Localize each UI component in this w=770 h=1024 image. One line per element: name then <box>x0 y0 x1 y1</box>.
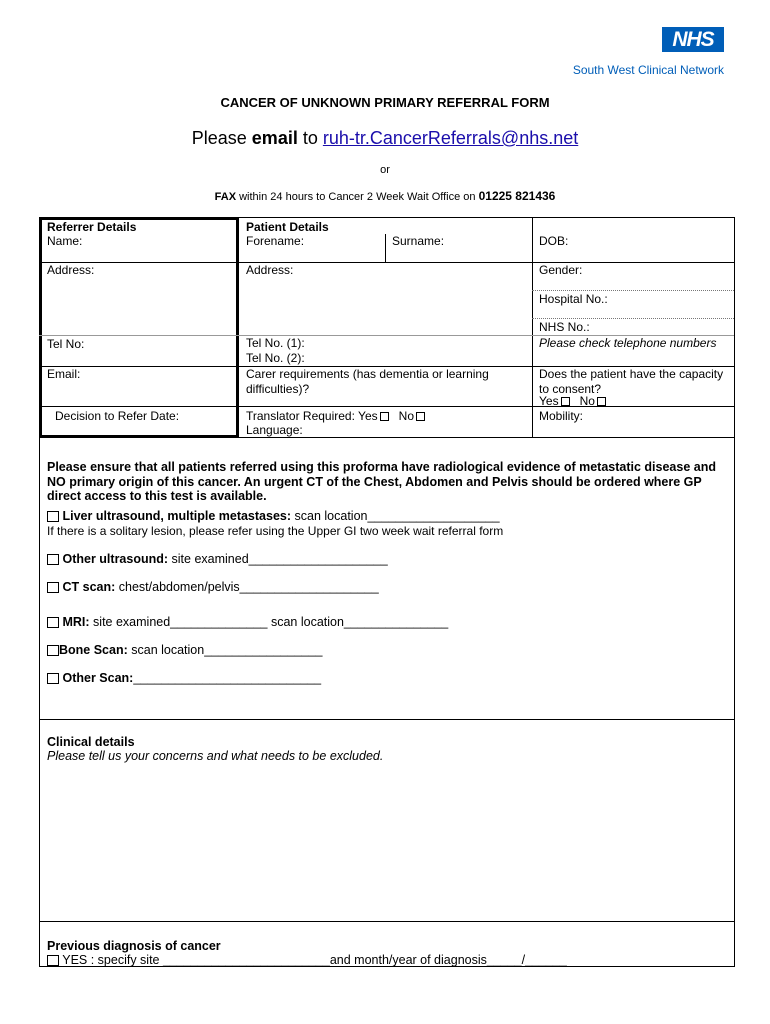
mri-field[interactable]: site examined______________ scan location_______________ <box>93 615 449 629</box>
consent-question: Does the patient have the capacity to consent? <box>539 367 724 396</box>
other-ultrasound-label: Other ultrasound: <box>62 552 169 566</box>
email-to: to <box>302 128 318 148</box>
clinical-details-area[interactable] <box>40 766 734 920</box>
surname-field[interactable]: Surname: <box>392 234 445 248</box>
mri-checkbox[interactable] <box>47 617 59 628</box>
clinical-note: Please tell us your concerns and what needs to be excluded. <box>47 749 384 763</box>
carer-field[interactable]: Carer requirements (has dementia or learning difficulties)? <box>246 367 489 396</box>
right-column-divider <box>532 217 533 437</box>
bone-scan-option <box>47 643 322 657</box>
name-row-divider <box>239 262 734 263</box>
fax-number: 01225 821436 <box>478 189 556 203</box>
forename-surname-divider <box>385 234 386 262</box>
nhs-no-field[interactable]: NHS No.: <box>539 320 590 334</box>
previous-yes-checkbox[interactable] <box>47 955 59 966</box>
bone-checkbox[interactable] <box>47 645 59 656</box>
decision-date-field[interactable]: Decision to Refer Date: <box>55 409 180 423</box>
referrer-address-field[interactable]: Address: <box>47 263 95 277</box>
referrer-name-field[interactable]: Name: <box>47 234 83 248</box>
gender-divider <box>532 290 734 291</box>
previous-diagnosis-heading: Previous diagnosis of cancer <box>47 939 221 953</box>
liver-note: If there is a solitary lesion, please refer using the Upper GI two week wait referral form <box>47 524 504 538</box>
ct-checkbox[interactable] <box>47 582 59 593</box>
imaging-bottom-border <box>39 719 735 720</box>
consent-yes-checkbox[interactable] <box>561 397 570 406</box>
hospital-no-field[interactable]: Hospital No.: <box>539 292 608 306</box>
bone-label: Bone Scan: <box>59 643 128 657</box>
other-scan-option <box>47 671 321 685</box>
other-ultrasound-field[interactable]: site examined____________________ <box>171 552 388 566</box>
patient-address-field[interactable]: Address: <box>246 263 294 277</box>
bone-field[interactable]: scan location_________________ <box>131 643 323 657</box>
translator-yes-checkbox[interactable] <box>380 412 389 421</box>
clinical-heading: Clinical details <box>47 735 135 749</box>
radiology-warning: Please ensure that all patients referred using this proforma have radiological evidence of metastatic disease and NO primary origin of this cancer. An urgent CT of the Chest, Abdomen and Pelvis should be ordered where GP direct access to this test is available. <box>47 460 716 503</box>
email-link[interactable]: ruh-tr.CancerReferrals@nhs.net <box>322 128 579 148</box>
mri-label: MRI: <box>62 615 90 629</box>
other-scan-checkbox[interactable] <box>47 673 59 684</box>
translator-no-checkbox[interactable] <box>416 412 425 421</box>
translator-no-label: No <box>398 409 414 423</box>
nhs-note: Please check telephone numbers <box>539 336 717 350</box>
nhs-logo: NHS <box>662 27 724 52</box>
form-title: CANCER OF UNKNOWN PRIMARY REFERRAL FORM <box>220 95 550 110</box>
other-scan-label: Other Scan: <box>62 671 134 685</box>
mri-option <box>47 615 448 629</box>
other-ultrasound-option <box>47 552 388 566</box>
liver-field[interactable]: scan location___________________ <box>294 509 500 523</box>
ct-label: CT scan: <box>62 580 116 594</box>
hospital-divider <box>532 318 734 319</box>
patient-heading: Patient Details <box>246 220 329 234</box>
ct-field[interactable]: chest/abdomen/pelvis____________________ <box>118 580 379 594</box>
network-name: South West Clinical Network <box>572 63 724 77</box>
email-bold: email <box>251 128 298 148</box>
consent-no-checkbox[interactable] <box>597 397 606 406</box>
referrer-box <box>39 217 239 438</box>
fax-label: FAX <box>214 191 237 203</box>
clinical-bottom-border <box>39 921 735 922</box>
referrer-heading: Referrer Details <box>47 220 137 234</box>
consent-options <box>539 394 606 409</box>
consent-no-label: No <box>579 394 595 408</box>
tel1-field[interactable]: Tel No. (1): <box>246 336 305 350</box>
previous-diagnosis-option <box>47 953 567 967</box>
email-instruction <box>0 128 770 149</box>
gender-field[interactable]: Gender: <box>539 263 583 277</box>
translator-label: Translator Required: Yes <box>246 409 378 423</box>
referrer-email-field[interactable]: Email: <box>47 367 81 381</box>
email-row-divider <box>39 406 734 407</box>
dob-field[interactable]: DOB: <box>539 234 569 248</box>
or-text: or <box>380 164 390 176</box>
other-scan-field[interactable]: ___________________________ <box>133 671 322 685</box>
forename-field[interactable]: Forename: <box>246 234 305 248</box>
referrer-tel-field[interactable]: Tel No: <box>47 337 85 351</box>
liver-checkbox[interactable] <box>47 511 59 522</box>
fax-instruction <box>0 189 770 203</box>
liver-label: Liver ultrasound, multiple metastases: <box>62 509 292 523</box>
language-field[interactable]: Language: <box>246 423 303 437</box>
table-right-border <box>734 217 735 967</box>
mobility-field[interactable]: Mobility: <box>539 409 584 423</box>
fax-text: within 24 hours to Cancer 2 Week Wait Office on <box>239 191 476 203</box>
translator-field <box>246 409 425 424</box>
ct-scan-option <box>47 580 379 594</box>
previous-yes-field[interactable]: YES : specify site ________________________and month/year of diagnosis_____/______ <box>62 953 567 967</box>
other-ultrasound-checkbox[interactable] <box>47 554 59 565</box>
tel2-field[interactable]: Tel No. (2): <box>246 351 305 365</box>
liver-ultrasound-option <box>47 509 500 523</box>
email-prefix: Please <box>191 128 247 148</box>
consent-yes-label: Yes <box>539 394 559 408</box>
